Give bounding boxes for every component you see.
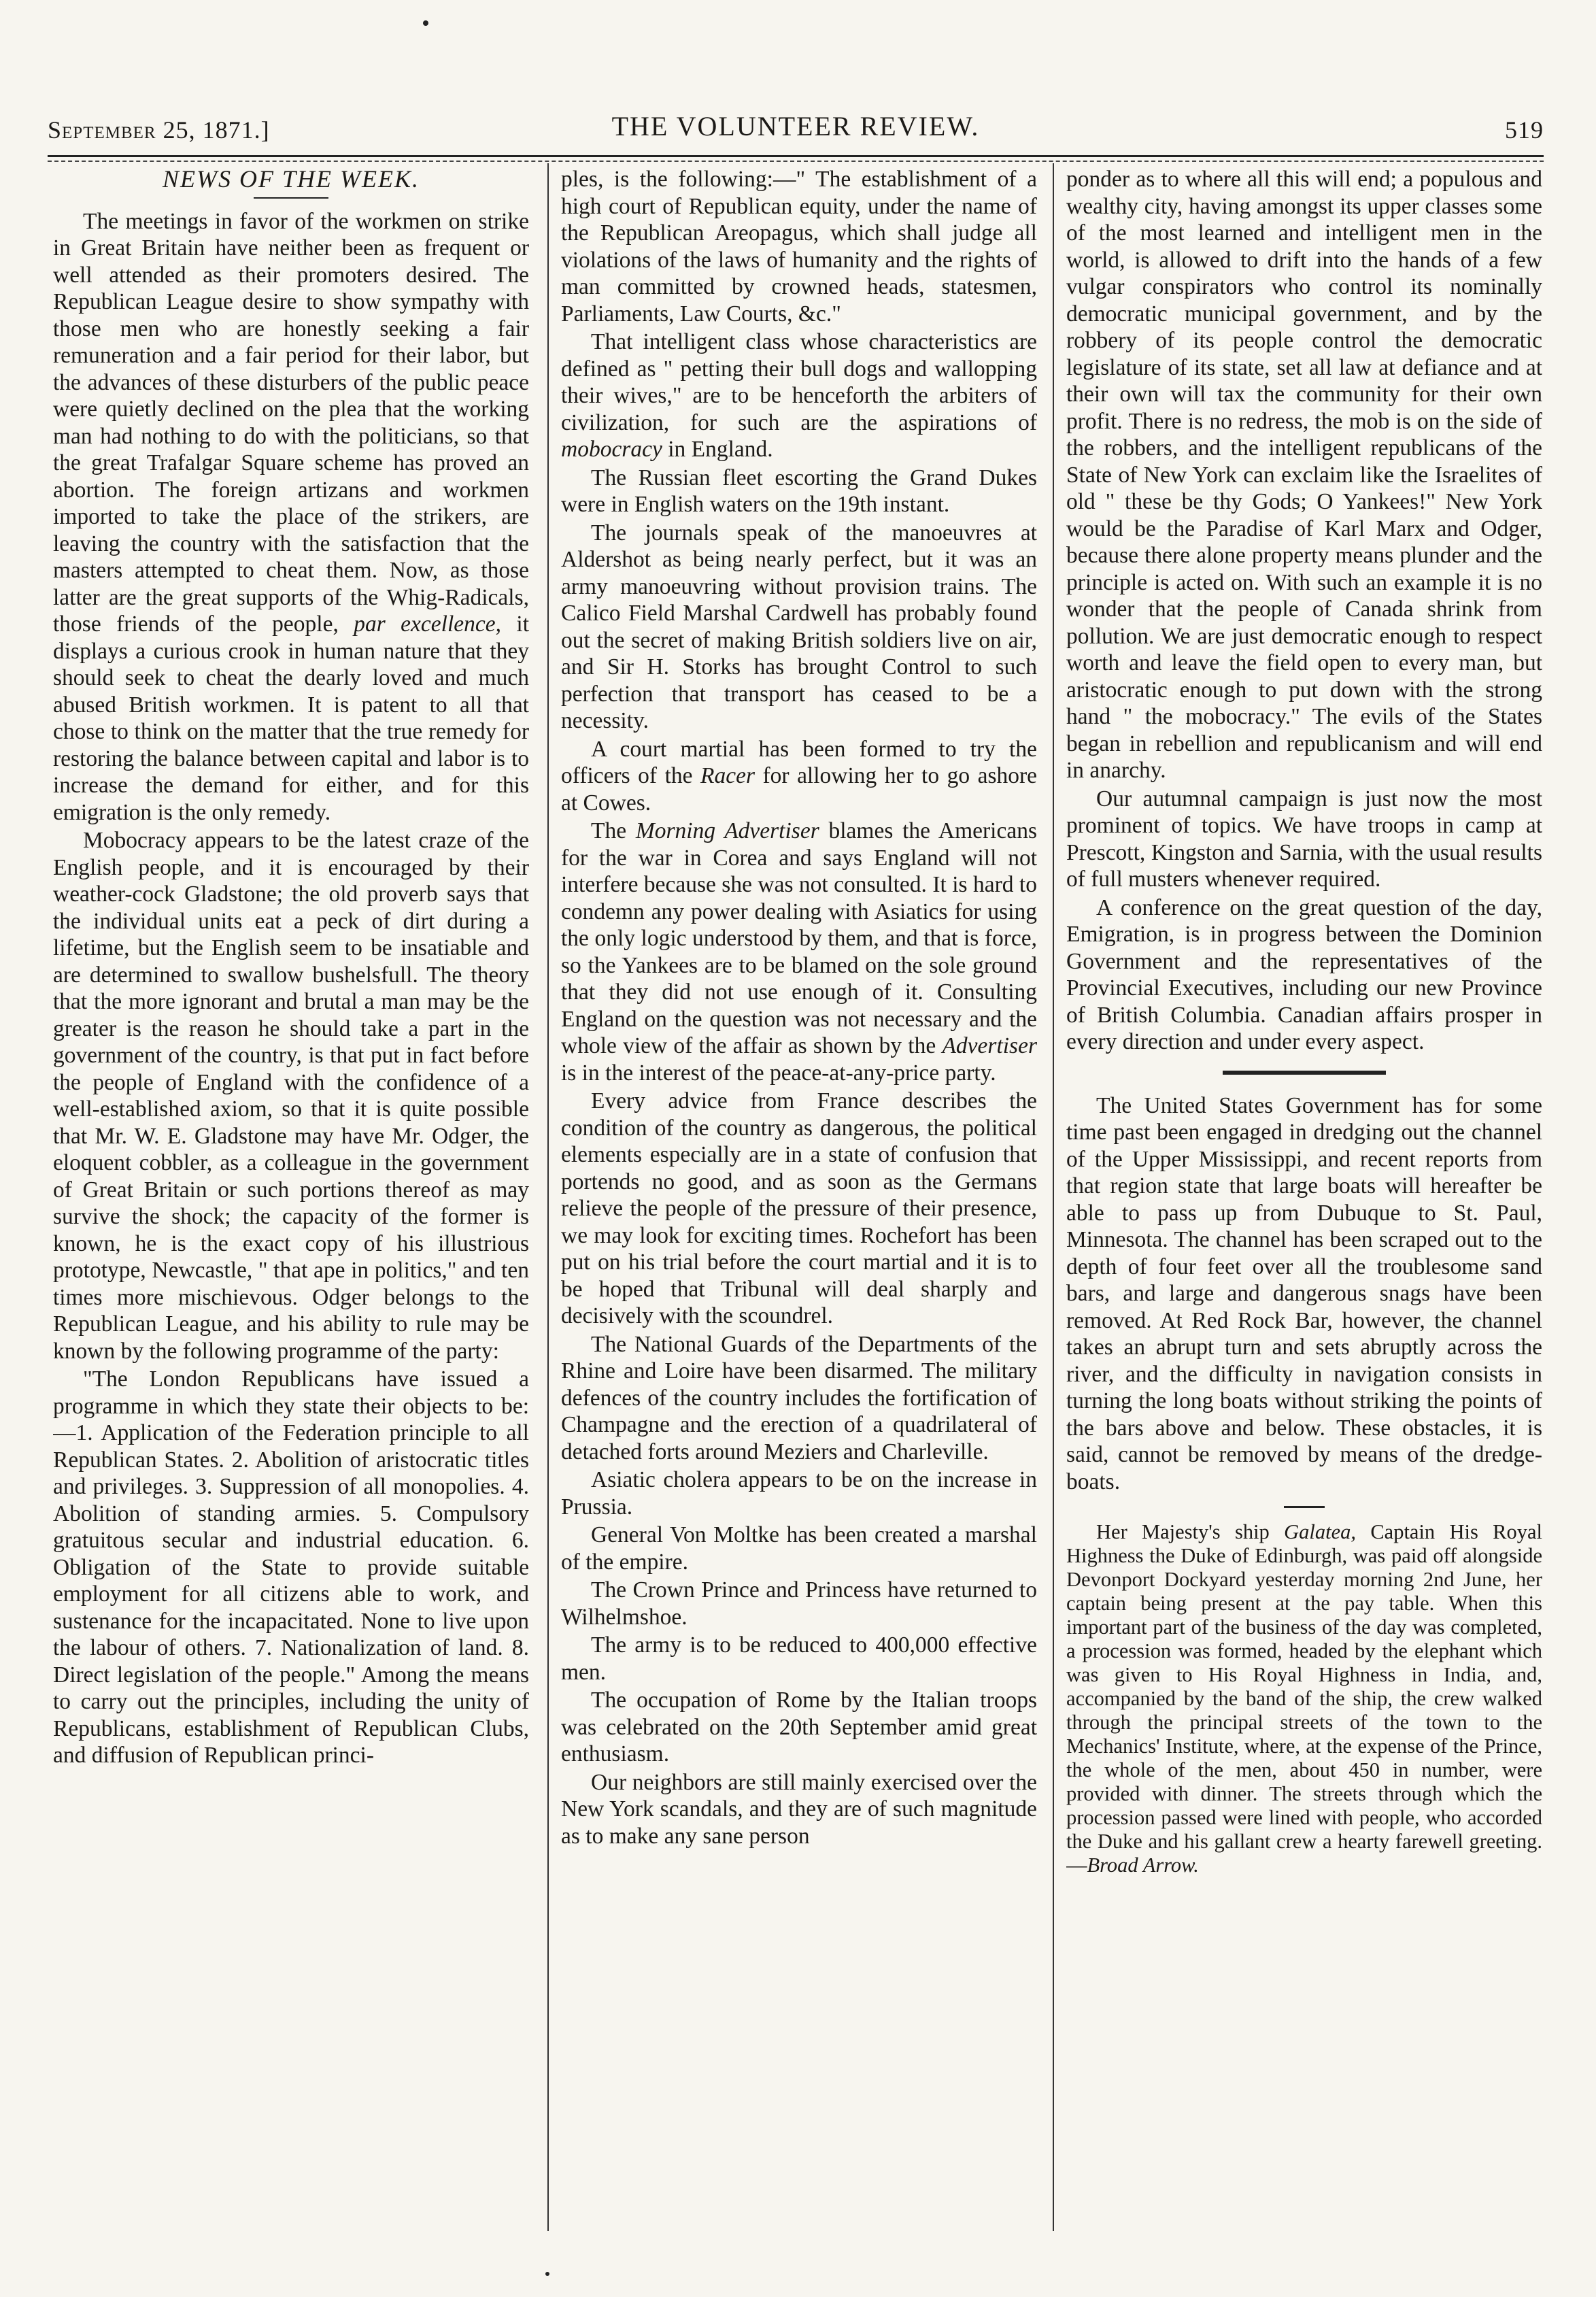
page-mark-top xyxy=(423,20,428,26)
article-paragraph: The Crown Prince and Princess have returned to Wilhelmshoe. xyxy=(561,1577,1037,1630)
article-paragraph: "The London Republicans have issued a programme in which they state their objects to be:—1. Application of the Federation principle to all Republican States. 2. Abolition of aristocratic titles and privileges. 3. Suppression of all monopolies. 4. Abolition of standing armies. 5. Compulsory gratuitous secular and industrial education. 6. Obligation of the State to provide suitable employment for all citizens able to work, and sustenance for the incapacitated. None to live upon the labour of others. 7. Nationalization of land. 8. Direct legislation of the people." Among the means to carry out the principles, including the unity of Republicans, establishment of Republican Clubs, and diffusion of Republican princi- xyxy=(53,1367,529,1768)
article-paragraph: The meetings in favor of the workmen on strike in Great Britain have neither been as frequent or well attended as their promoters desired. The Republican League desire to show sympathy with those men who are honestly seeking a fair remuneration and a fair period for their labor, but the advances of these disturbers of the public peace were quietly declined on the plea that the working man had nothing to do with the politicians, so that the great Trafalgar Square scheme has proved an abortion. The foreign artizans and workmen imported to take the place of the strikers, are leaving the country with the satisfaction that the masters attempted to cheat them. Now, as those latter are the great supports of the Whig-Radicals, those friends of the people, par excellence, it displays a curious crook in human nature that they should seek to cheat the dearly loved and much abused British workmen. It is patent to all that chose to think on the matter that the true remedy for restoring the balance between capital and labor is to increase the demand for either, and for this emigration is the only remedy. xyxy=(53,208,529,825)
page-mark-bottom xyxy=(545,2272,549,2276)
article-paragraph: Our autumnal campaign is just now the most prominent of topics. We have troops in camp at Prescott, Kingston and Sarnia, with the usual results of full musters whenever required. xyxy=(1066,786,1542,892)
article-separator-dot xyxy=(1284,1506,1325,1508)
article-paragraph: The United States Government has for some time past been engaged in dredging out the channel of the Upper Mississippi, and recent reports from that region state that large boats will hereafter be able to pass up from Dubuque to St. Paul, Minnesota. The channel has been scraped out to the depth of four feet over all the troublesome sand bars, and large and dangerous snags have been removed. At Red Rock Bar, however, the channel takes an abrupt turn and sets abruptly across the river, and the difficulty in navigation consists in turning the long boats without striking the points of the bars above and below. These obstacles, it is said, cannot be removed by means of the dredge-boats. xyxy=(1066,1092,1542,1494)
column-divider-1 xyxy=(547,163,549,2231)
article-paragraph: Her Majesty's ship Galatea, Captain His Royal Highness the Duke of Edinburgh, was paid off alongside Devonport Dockyard yesterday morning 2nd June, her captain being present at the pay table. When this important part of the business of the day was completed, a procession was formed, headed by the elephant which was given to His Royal Highness in India, and, accompanied by the band of the ship, the crew walked through the principal streets of the town to the Mechanics' Institute, where, at the expense of the Prince, the whole of the men, about 450 in number, were provided with dinner. The streets through which the procession passed were lined with people, who accorded the Duke and his gallant crew a hearty farewell greeting.—Broad Arrow. xyxy=(1066,1520,1542,1877)
article-paragraph: The journals speak of the manoeuvres at Aldershot as being nearly perfect, but it was an army manoeuvring without provision trains. The Calico Field Marshal Cardwell has probably found out the secret of making British soldiers live on air, and Sir H. Storks has brought Control to such perfection that transport has ceased to be a necessity. xyxy=(561,520,1037,733)
article-paragraph: ples, is the following:—" The establishment of a high court of Republican equity, under the name of the Republican Areopagus, which shall judge all violations of the laws of humanity and the rights of man committed by crowned heads, statesmen, Parliaments, Law Courts, &c." xyxy=(561,167,1037,326)
header-rule xyxy=(48,155,1544,157)
article-paragraph: Every advice from France describes the condition of the country as dangerous, the political elements especially are in a state of confusion that portends no good, and as soon as the Germans relieve the people of the pressure of their presence, we may look for exciting times. Rochefort has been put on his trial before the court martial and it is to be hoped that Tribunal will deal sharply and decisively with the scoundrel. xyxy=(561,1088,1037,1328)
article-paragraph: Mobocracy appears to be the latest craze of the English people, and it is encouraged by their weather-cock Gladstone; the old proverb says that the individual units eat a peck of dirt during a lifetime, but the English seem to be insatiable and are determined to swallow bushelsfull. The theory that the more ignorant and brutal a man may be the greater is the reason he should take a part in the government of the country, is that put in fact before the people of England with the confidence of a well-established axiom, so that it is quite possible that Mr. W. E. Gladstone may have Mr. Odger, the eloquent cobbler, as a colleague in the government of Great Britain or such portions thereof as may survive the shock; the capacity of the former is known, he is the exact copy of his illustrious prototype, Newcastle, " that ape in politics," and ten times more mischievous. Odger belongs to the Republican League, and his ability to rule may be known by the following programme of the party: xyxy=(53,828,529,1364)
column-2 xyxy=(561,166,1037,2241)
article-paragraph: The National Guards of the Departments of the Rhine and Loire have been disarmed. The military defences of the country includes the fortification of Champagne and the erection of a quadrilateral of detached forts around Meziers and Charleville. xyxy=(561,1331,1037,1464)
article-paragraph: The Morning Advertiser blames the Americans for the war in Corea and says England will not interfere because she was not consulted. It is hard to condemn any power dealing with Asiatics for using the only logic understood by them, and that is force, so the Yankees are to be blamed on the sole ground that they did not use enough of it. Consulting England on the question was not necessary and the whole view of the affair as shown by the Advertiser is in the interest of the peace-at-any-price party. xyxy=(561,818,1037,1086)
header-title: THE VOLUNTEER REVIEW. xyxy=(611,111,980,141)
article-paragraph: A court martial has been formed to try the officers of the Racer for allowing her to go ashore at Cowes. xyxy=(561,736,1037,816)
page-header xyxy=(48,110,1544,151)
header-dashed-rule xyxy=(48,161,1544,162)
article-paragraph: The Russian fleet escorting the Grand Dukes were in English waters on the 19th instant. xyxy=(561,465,1037,517)
article-paragraph: Our neighbors are still mainly exercised over the New York scandals, and they are of such magnitude as to make any sane person xyxy=(561,1769,1037,1849)
section-title: NEWS OF THE WEEK. xyxy=(163,166,420,192)
article-paragraph: General Von Moltke has been created a marshal of the empire. xyxy=(561,1522,1037,1575)
article-separator-rule xyxy=(1223,1071,1386,1075)
column-1 xyxy=(53,166,529,2241)
article-paragraph: That intelligent class whose characteristics are defined as " petting their bull dogs and wallopping their wives," are to be henceforth the arbiters of civilization, for such are the aspirations of mobocracy in England. xyxy=(561,329,1037,462)
article-paragraph: The army is to be reduced to 400,000 effective men. xyxy=(561,1632,1037,1685)
article-paragraph: Asiatic cholera appears to be on the increase in Prussia. xyxy=(561,1467,1037,1520)
header-page-number: 519 xyxy=(1505,116,1544,144)
title-rule xyxy=(254,197,328,199)
article-paragraph: A conference on the great question of the day, Emigration, is in progress between the Dominion Government and the representatives of the Provincial Executives, including our new Province of British Columbia. Canadian affairs prosper in every direction and under every aspect. xyxy=(1066,894,1542,1054)
article-paragraph: The occupation of Rome by the Italian troops was celebrated on the 20th September amid great enthusiasm. xyxy=(561,1688,1037,1766)
article-paragraph: ponder as to where all this will end; a populous and wealthy city, having amongst its upper classes some of the most learned and intelligent men in the world, is allowed to drift into the hands of a few vulgar conspirators who control its nominally democratic municipal government, and by the robbery of its people control the democratic legislature of its state, set all law at defiance and at their own will tax the community for their own profit. There is no redress, the mob is on the side of the robbers, and the intelligent republicans of the State of New York can exclaim like the Israelites of old " these be thy Gods; O Yankees!" New York would be the Paradise of Karl Marx and Odger, because there alone property means plunder and the principle is acted on. With such an example it is no wonder that the people of Canada shrink from pollution. We are just democratic enough to respect worth and leave the field open to every man, but aristocratic enough to put down with the strong hand " the mobocracy." The evils of the States began in rebellion and republicanism and will end in anarchy. xyxy=(1066,167,1542,783)
column-3 xyxy=(1066,166,1542,2241)
header-date: September 25, 1871.] xyxy=(48,116,270,144)
column-divider-2 xyxy=(1053,163,1054,2231)
